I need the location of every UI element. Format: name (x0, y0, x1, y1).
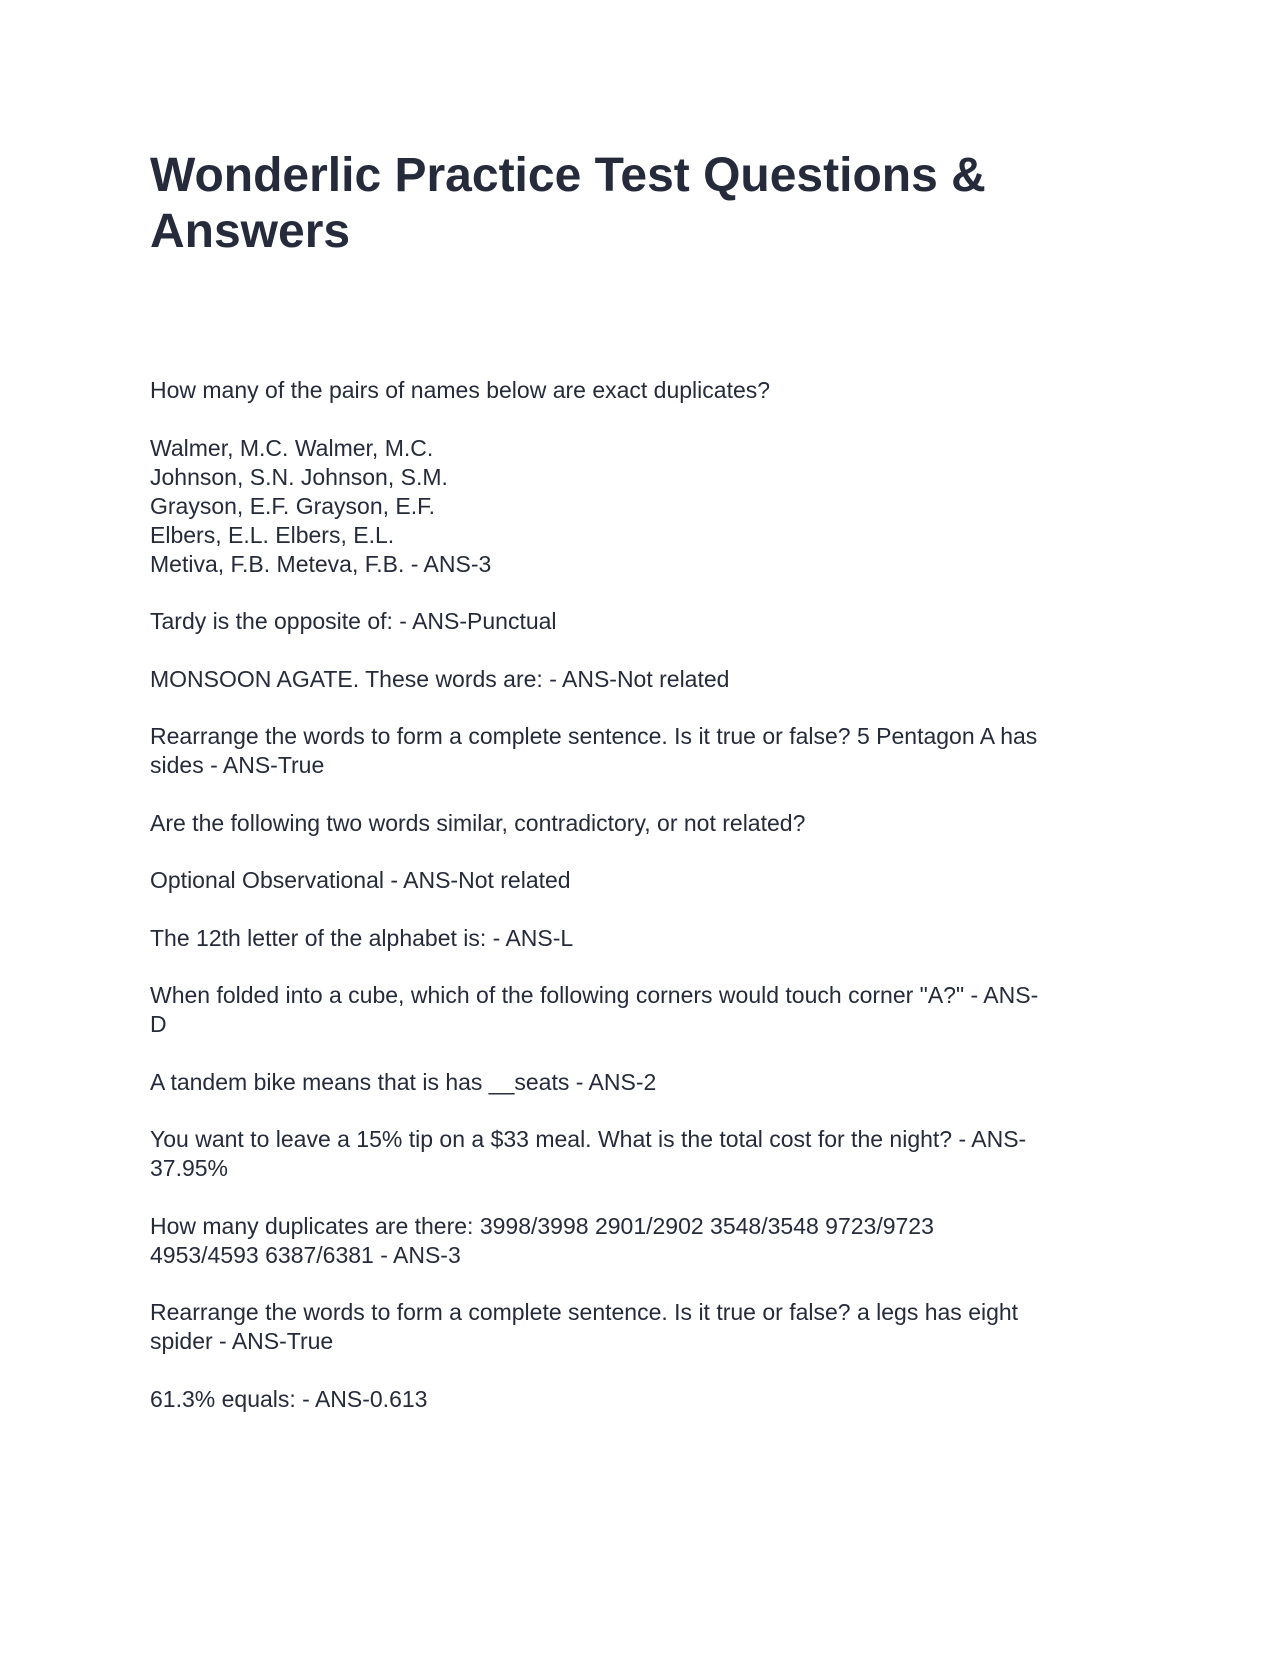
document-body (150, 376, 1130, 1442)
question-paragraph (150, 607, 1130, 636)
text-line: Walmer, M.C. Walmer, M.C. (150, 434, 434, 461)
question-paragraph (150, 1385, 1130, 1414)
text-line: The 12th letter of the alphabet is: - ANS-L (150, 924, 574, 951)
text-line: spider - ANS-True (150, 1328, 334, 1354)
document-title: Wonderlic Practice Test Questions & Answers (150, 149, 986, 258)
text-line: Optional Observational - ANS-Not related (150, 867, 571, 893)
text-line: 4953/4593 6387/6381 - ANS-3 (150, 1241, 461, 1268)
text-line: Are the following two words similar, contradictory, or not related? (150, 809, 806, 836)
question-paragraph (150, 665, 1130, 694)
text-line: Elbers, E.L. Elbers, E.L. (150, 521, 395, 548)
text-line: You want to leave a 15% tip on a $33 meal. What is the total cost for the night? - ANS- (150, 1126, 1027, 1152)
text-line: 61.3% equals: - ANS-0.613 (150, 1385, 428, 1412)
text-line: Grayson, E.F. Grayson, E.F. (150, 492, 436, 519)
question-paragraph (150, 1298, 1130, 1356)
text-line: MONSOON AGATE. These words are: - ANS-Not related (150, 665, 730, 692)
question-paragraph (150, 1212, 1130, 1270)
question-paragraph (150, 981, 1130, 1039)
question-paragraph (150, 1068, 1130, 1097)
question-paragraph (150, 866, 1130, 895)
question-paragraph (150, 1125, 1130, 1183)
text-line: How many of the pairs of names below are exact duplicates? (150, 377, 771, 403)
question-paragraph (150, 924, 1130, 953)
question-paragraph (150, 722, 1130, 780)
text-line: Tardy is the opposite of: - ANS-Punctual (150, 608, 557, 634)
text-line: A tandem bike means that is has __seats - ANS-2 (150, 1068, 657, 1095)
text-line: sides - ANS-True (150, 752, 325, 778)
text-line: 37.95% (150, 1155, 229, 1181)
question-paragraph (150, 376, 1130, 405)
text-line: Johnson, S.N. Johnson, S.M. (150, 463, 448, 490)
document-page (150, 148, 1130, 1412)
text-line: Rearrange the words to form a complete sentence. Is it true or false? 5 Pentagon A has (150, 723, 1038, 749)
text-line: Metiva, F.B. Meteva, F.B. - ANS-3 (150, 550, 492, 577)
text-line: Rearrange the words to form a complete sentence. Is it true or false? a legs has eight (150, 1299, 1019, 1325)
text-line: When folded into a cube, which of the following corners would touch corner "A?" - ANS- (150, 982, 1039, 1008)
text-line: D (150, 1011, 167, 1037)
text-line: How many duplicates are there: 3998/3998 2901/2902 3548/3548 9723/9723 (150, 1212, 934, 1239)
name-pairs-list (150, 434, 1130, 579)
question-paragraph (150, 809, 1130, 838)
